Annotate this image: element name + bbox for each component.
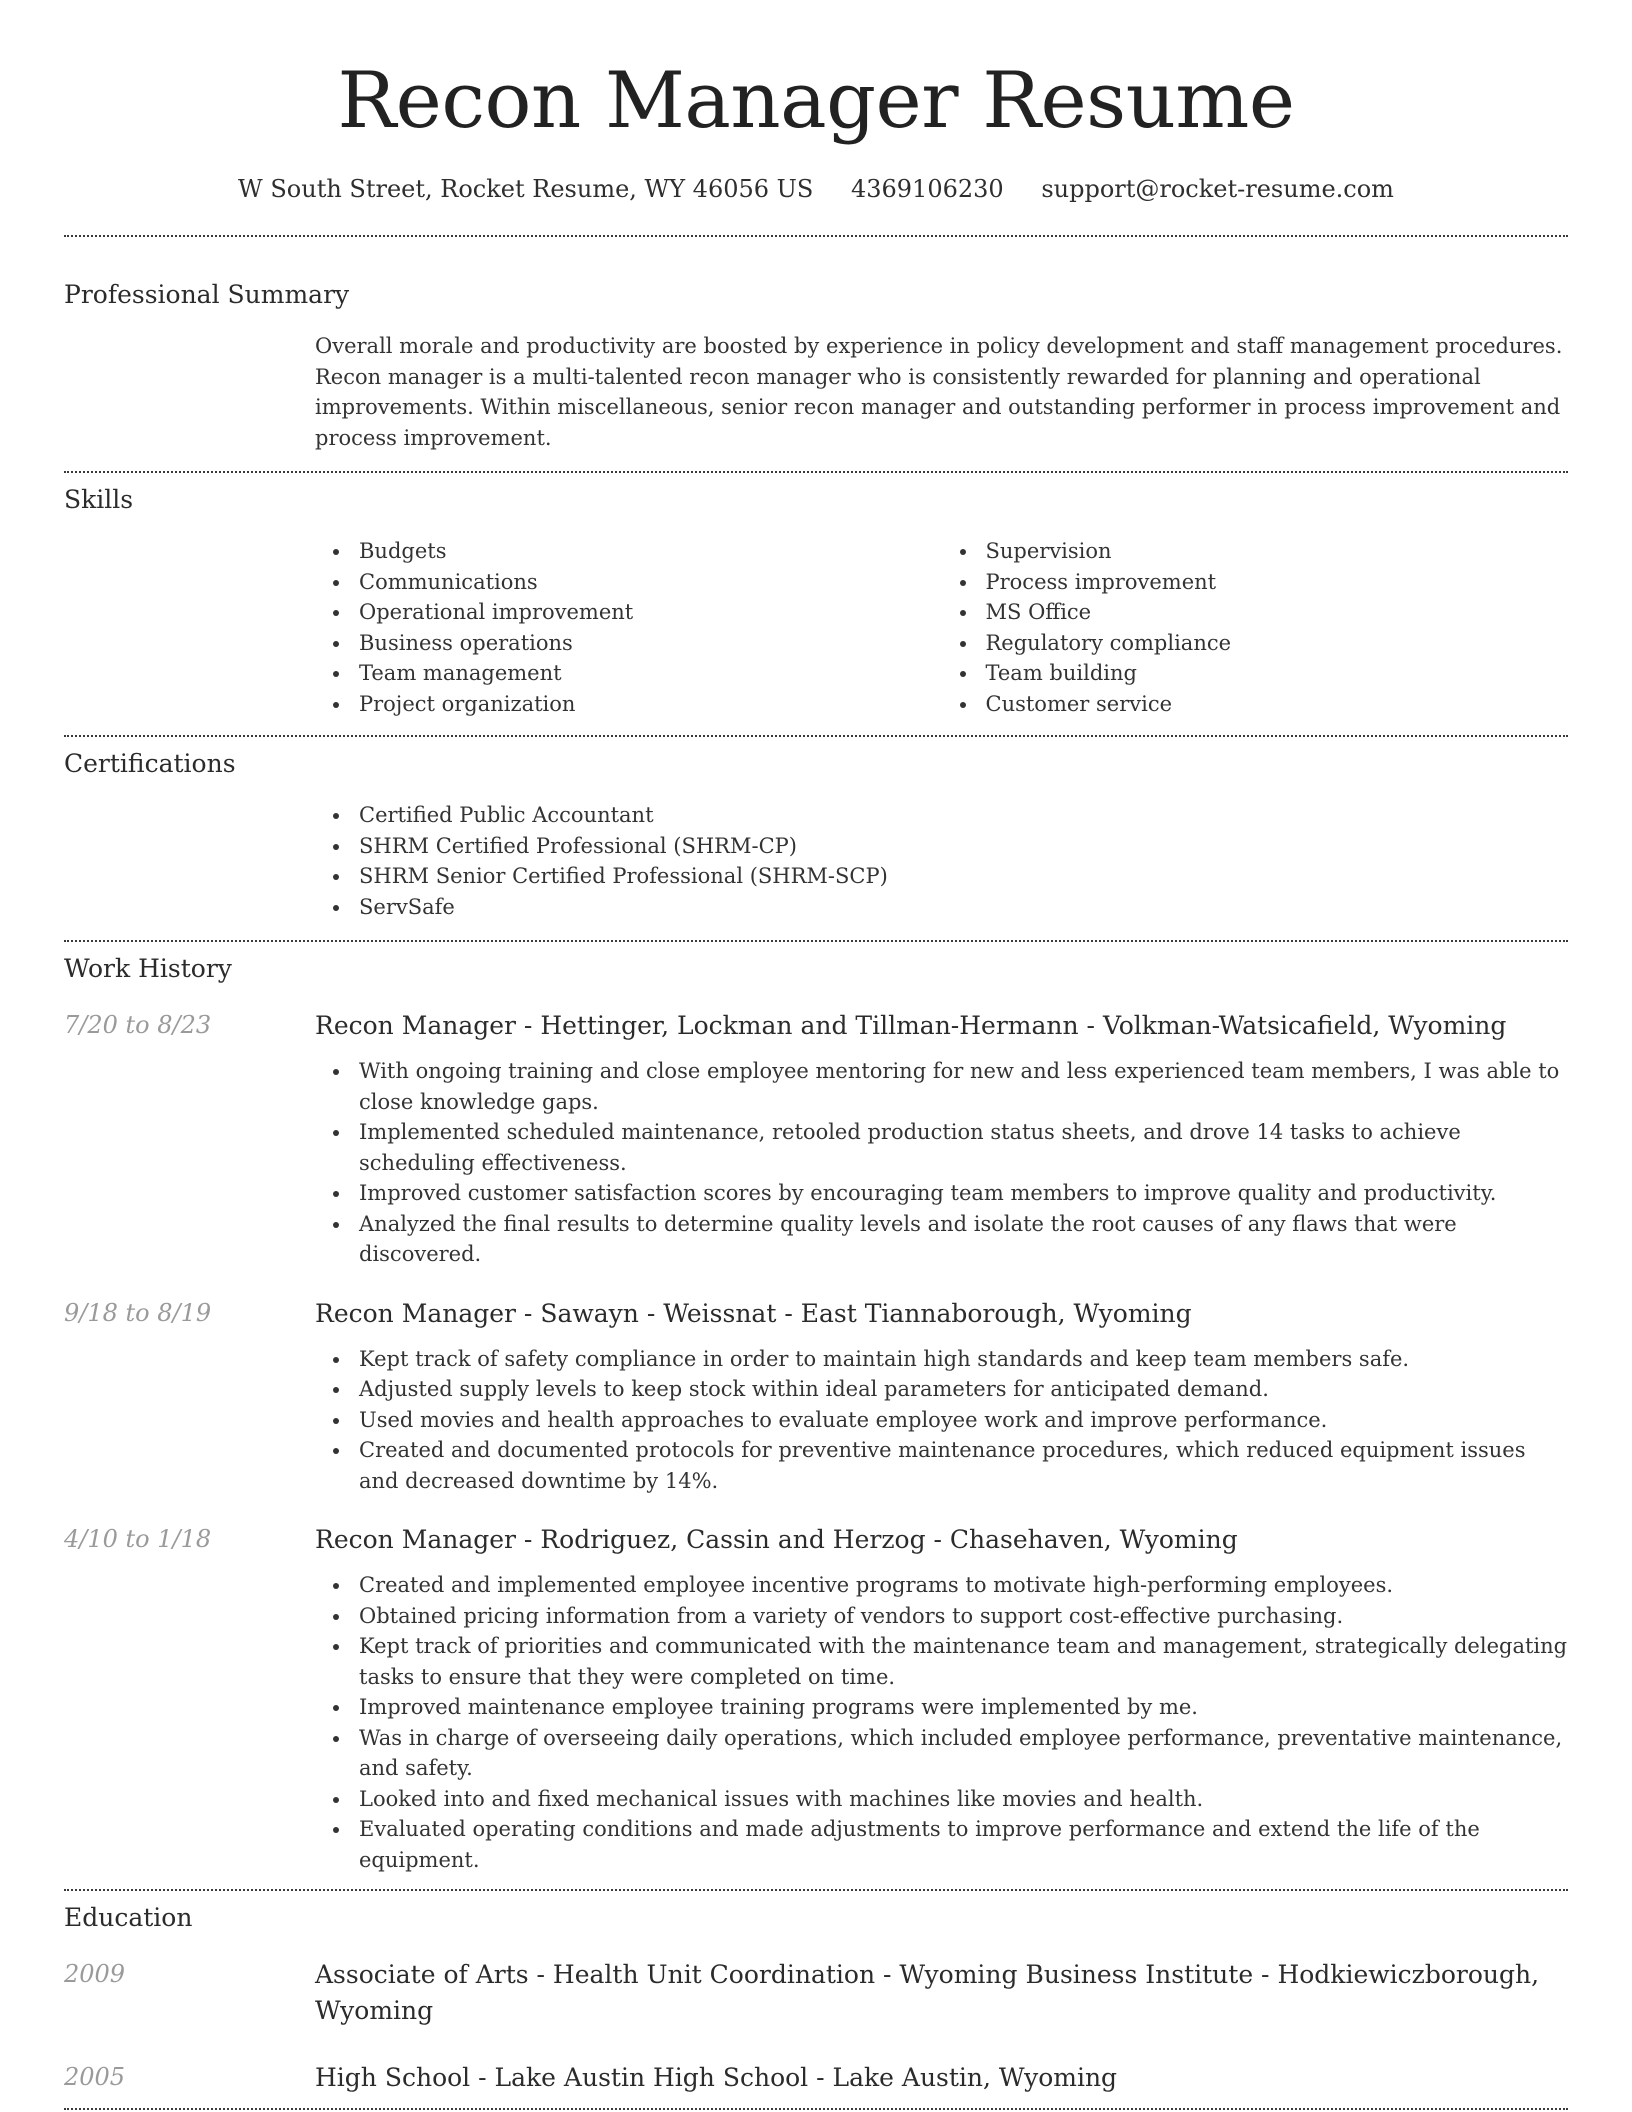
job-bullets [315, 1056, 1568, 1270]
skill-item: Project organization [359, 689, 942, 720]
job-content [315, 1570, 1568, 1875]
skill-item: Team building [986, 658, 1569, 689]
certification-item: ServSafe [359, 892, 1568, 923]
section-divider [64, 2108, 1568, 2110]
job-bullet: With ongoing training and close employee mentoring for new and less experienced team members, I was able to close knowledge gaps. [359, 1056, 1568, 1117]
job-bullet: Kept track of safety compliance in order to maintain high standards and keep team members safe. [359, 1344, 1568, 1375]
education-container [64, 1957, 1568, 2108]
contact-email: support@rocket-resume.com [1041, 175, 1394, 203]
summary-text: Overall morale and productivity are boosted by experience in policy development and staff management procedures. Recon manager is a multi-talented recon manager who is consistently rewarded for planning and operational improvements. Within miscellaneous, senior recon manager and outstanding performer in process improvement and process improvement. [315, 334, 1563, 450]
job-entry [64, 1522, 1568, 1875]
education-year: 2009 [64, 1960, 126, 1988]
job-bullet: Improved customer satisfaction scores by encouraging team members to improve quality and productivity. [359, 1178, 1568, 1209]
job-bullets [315, 1344, 1568, 1497]
skill-item: Business operations [359, 628, 942, 659]
skill-item: Regulatory compliance [986, 628, 1569, 659]
job-bullet: Obtained pricing information from a variety of vendors to support cost-effective purchasing. [359, 1601, 1568, 1632]
certification-item: Certified Public Accountant [359, 800, 1568, 831]
skills-section [64, 473, 1568, 735]
job-content [315, 1344, 1568, 1497]
education-title: High School - Lake Austin High School - Lake Austin, Wyoming [315, 2063, 1118, 2092]
job-entry [64, 1296, 1568, 1497]
job-bullets [315, 1570, 1568, 1875]
job-entry [64, 1008, 1568, 1270]
education-heading: Education [64, 1903, 193, 1932]
contact-address: W South Street, Rocket Resume, WY 46056 US [238, 175, 814, 203]
education-entry [64, 1957, 1568, 2029]
skill-item: Budgets [359, 536, 942, 567]
job-bullet: Looked into and fixed mechanical issues with machines like movies and health. [359, 1784, 1568, 1815]
resume-page [64, 0, 1568, 2110]
job-content [315, 1056, 1568, 1270]
certifications-content [315, 800, 1568, 940]
job-dates: 9/18 to 8/19 [64, 1298, 212, 1327]
work-section [64, 942, 1568, 1889]
job-bullet: Was in charge of overseeing daily operations, which included employee performance, preventative maintenance, and safety. [359, 1723, 1568, 1784]
job-bullet: Analyzed the final results to determine quality levels and isolate the root causes of any flaws that were discovered. [359, 1209, 1568, 1270]
job-title: Recon Manager - Sawayn - Weissnat - East Tiannaborough, Wyoming [315, 1298, 1192, 1328]
skills-list-right [942, 536, 1569, 719]
certifications-section [64, 737, 1568, 940]
education-year: 2005 [64, 2063, 126, 2091]
resume-title: Recon Manager Resume [337, 56, 1295, 146]
job-bullet: Improved maintenance employee training programs were implemented by me. [359, 1692, 1568, 1723]
job-bullet: Adjusted supply levels to keep stock within ideal parameters for anticipated demand. [359, 1374, 1568, 1405]
skill-item: Supervision [986, 536, 1569, 567]
education-title: Associate of Arts - Health Unit Coordination - Wyoming Business Institute - Hodkiewiczborough, Wyoming [315, 1960, 1540, 2025]
summary-section [64, 237, 1568, 471]
certifications-list [315, 800, 1568, 922]
job-dates: 4/10 to 1/18 [64, 1525, 212, 1553]
certification-item: SHRM Certified Professional (SHRM-CP) [359, 831, 1568, 862]
job-bullet: Kept track of priorities and communicated with the maintenance team and management, strategically delegating tasks to ensure that they were completed on time. [359, 1631, 1568, 1692]
summary-heading: Professional Summary [64, 280, 350, 309]
contact-line [64, 172, 1568, 206]
work-heading: Work History [64, 954, 232, 983]
job-dates: 7/20 to 8/23 [64, 1011, 212, 1039]
skill-item: Operational improvement [359, 597, 942, 628]
jobs-container [64, 1008, 1568, 1889]
education-entry [64, 2060, 1568, 2096]
job-bullet: Created and documented protocols for preventive maintenance procedures, which reduced equipment issues and decreased downtime by 14%. [359, 1435, 1568, 1496]
certifications-heading: Certifications [64, 749, 236, 778]
job-title: Recon Manager - Rodriguez, Cassin and Herzog - Chasehaven, Wyoming [315, 1525, 1238, 1554]
skills-heading: Skills [64, 485, 134, 514]
summary-content [315, 331, 1568, 471]
skill-item: Process improvement [986, 567, 1569, 598]
skill-item: MS Office [986, 597, 1569, 628]
skill-item: Customer service [986, 689, 1569, 720]
skill-item: Communications [359, 567, 942, 598]
job-bullet: Used movies and health approaches to evaluate employee work and improve performance. [359, 1405, 1568, 1436]
skills-list-left [315, 536, 942, 719]
skill-item: Team management [359, 658, 942, 689]
job-bullet: Created and implemented employee incentive programs to motivate high-performing employees. [359, 1570, 1568, 1601]
job-title: Recon Manager - Hettinger, Lockman and Tillman-Hermann - Volkman-Watsicafield, Wyoming [315, 1011, 1507, 1040]
certification-item: SHRM Senior Certified Professional (SHRM-SCP) [359, 861, 1568, 892]
skills-content [315, 536, 1568, 735]
job-bullet: Evaluated operating conditions and made adjustments to improve performance and extend the life of the equipment. [359, 1814, 1568, 1875]
contact-phone: 4369106230 [850, 175, 1004, 203]
job-bullet: Implemented scheduled maintenance, retooled production status sheets, and drove 14 tasks to achieve scheduling effectiveness. [359, 1117, 1568, 1178]
education-section [64, 1891, 1568, 2108]
